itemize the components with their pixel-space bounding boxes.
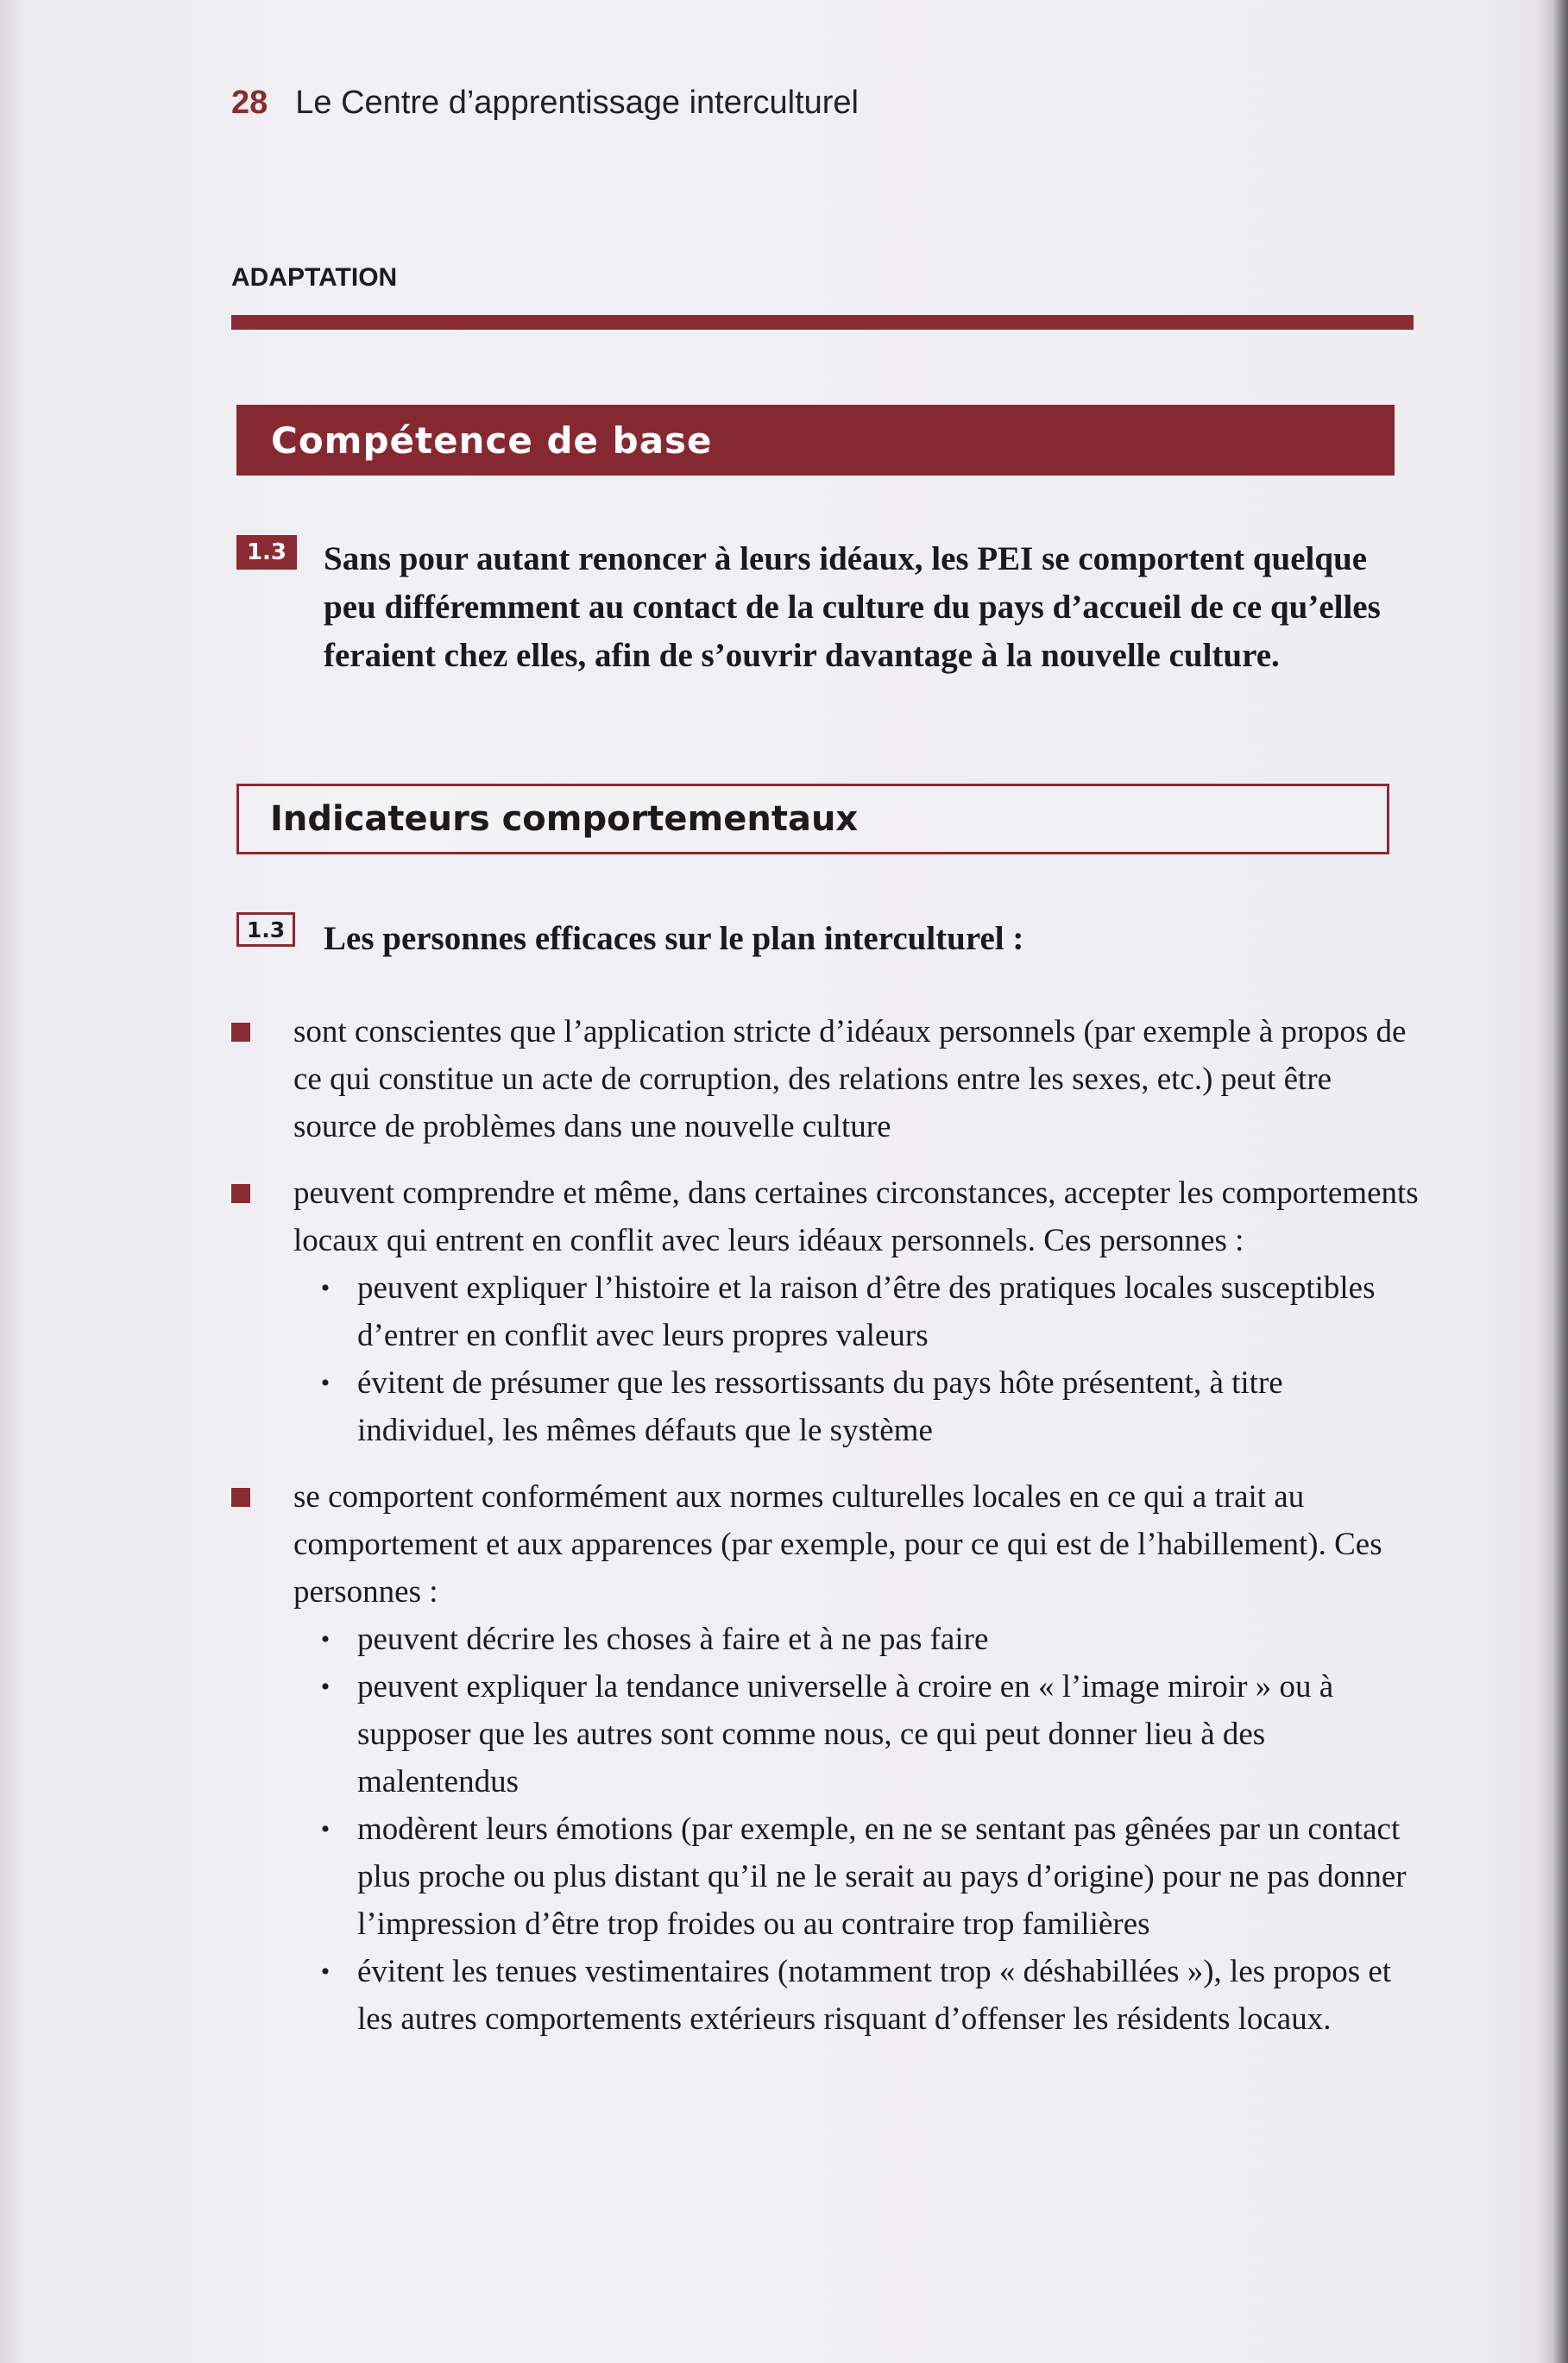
list-item [231,1473,1422,2043]
core-competency-badge: 1.3 [236,535,297,570]
sub-list [293,1616,1422,2043]
square-bullet-icon [231,1023,250,1042]
sub-list-item [293,1805,1422,1948]
indicators-badge: 1.3 [236,912,295,947]
bullet-icon: • [320,1625,331,1654]
sub-list-item [293,1616,1422,1663]
sub-list-item-text: modèrent leurs émotions (par exemple, en ne se sentant pas gênées par un contact plus proche ou plus distant qu’il ne le serait au pays d’origine) pour ne pas donner l’impression d’être trop froides ou au contraire trop familières [357,1812,1407,1942]
sub-list-item-text: peuvent expliquer la tendance universelle à croire en « l’image miroir » ou à supposer que les autres sont comme nous, ce qui peut donner lieu à des malentendus [357,1669,1334,1799]
core-competency-band [236,405,1395,476]
square-bullet-icon [231,1184,250,1203]
bullet-icon: • [320,1815,331,1843]
bullet-icon: • [320,1957,331,1986]
section-label: ADAPTATION [231,263,398,292]
bullet-icon: • [320,1673,331,1701]
square-bullet-icon [231,1488,250,1507]
bullet-icon: • [320,1274,331,1302]
list-item [231,1008,1422,1150]
sub-list-item-text: évitent les tenues vestimentaires (notamment trop « déshabillées »), les propos et les autres comportements extérieurs risquant d’offenser les résidents locaux. [357,1954,1392,2037]
sub-list-item-text: peuvent décrire les choses à faire et à ne pas faire [357,1622,989,1657]
sub-list-item-text: peuvent expliquer l’histoire et la raison d’être des pratiques locales susceptibles d’entrer en conflit avec leurs propres valeurs [357,1270,1376,1353]
indicator-list [231,1008,1422,2062]
page-number: 28 [231,85,268,121]
list-item-text: peuvent comprendre et même, dans certaines circonstances, accepter les comportements locaux qui entrent en conflit avec leurs idéaux personnels. Ces personnes : [293,1175,1419,1258]
list-item-text: se comportent conformément aux normes culturelles locales en ce qui a trait au comportement et aux apparences (par exemple, pour ce qui est de l’habillement). Ces personnes : [293,1479,1382,1610]
running-title: Le Centre d’apprentissage interculturel [295,85,859,121]
indicators-title: Indicateurs comportementaux [270,799,859,839]
sub-list-item-text: évitent de présumer que les ressortissants du pays hôte présentent, à titre individuel, les mêmes défauts que le système [357,1365,1283,1448]
section-rule [231,315,1414,330]
list-item [231,1169,1422,1454]
running-header [231,85,859,136]
indicators-lead: Les personnes efficaces sur le plan interculturel : [324,920,1024,957]
core-competency-text: Sans pour autant renoncer à leurs idéaux, les PEI se comportent quelque peu différemment au contact de la culture du pays d’accueil de ce qu’elles feraient chez elles, afin de s’ouvrir davantage à la nouvelle culture. [324,540,1381,674]
sub-list [293,1264,1422,1454]
sub-list-item [293,1359,1422,1454]
indicators-heading-box [236,784,1389,854]
bullet-icon: • [320,1369,331,1397]
sub-list-item [293,1948,1422,2043]
list-item-text: sont conscientes que l’application stricte d’idéaux personnels (par exemple à propos de ce qui constitue un acte de corruption, des relations entre les sexes, etc.) peut être source de problèmes dans une nouvelle culture [293,1014,1407,1144]
sub-list-item [293,1264,1422,1359]
sub-list-item [293,1663,1422,1805]
core-competency-title: Compétence de base [271,419,713,462]
